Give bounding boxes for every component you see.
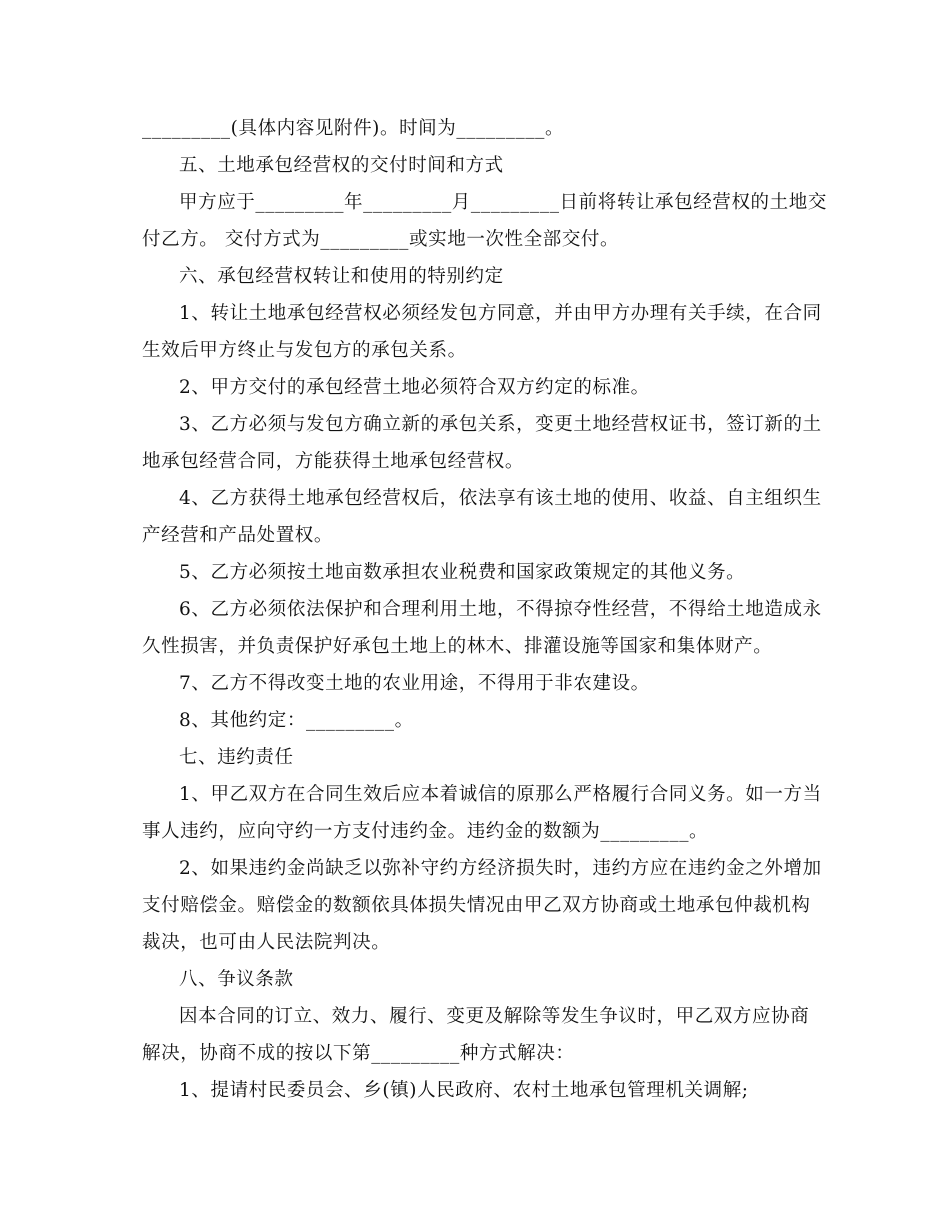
section-heading-8: 八、争议条款 <box>179 969 294 990</box>
clause-6-5: 5、乙方必须按土地亩数承担农业税费和国家政策规定的其他义务。 <box>179 562 746 583</box>
clause-6-6-line-1: 6、乙方必须依法保护和合理利用土地，不得掠夺性经营，不得给土地造成永 <box>179 599 822 620</box>
clause-7-1-line-2: 事人违约，应向守约一方支付违约金。违约金的数额为_________。 <box>142 821 709 842</box>
clause-6-3-line-1: 3、乙方必须与发包方确立新的承包关系，变更土地经营权证书，签订新的土 <box>179 414 822 435</box>
doc-line-attachment-time: _________(具体内容见附件)。时间为_________。 <box>142 118 565 139</box>
clause-6-2: 2、甲方交付的承包经营土地必须符合双方约定的标准。 <box>179 377 650 398</box>
doc-line-delivery-date: 甲方应于_________年_________月_________日前将转让承包经营权的土地交 <box>179 192 827 213</box>
clause-6-7: 7、乙方不得改变土地的农业用途，不得用于非农建设。 <box>179 673 650 694</box>
clause-6-8: 8、其他约定：_________。 <box>179 710 414 731</box>
clause-7-1-line-1: 1、甲乙双方在合同生效后应本着诚信的原那么严格履行合同义务。如一方当 <box>179 784 822 805</box>
dispute-option-1: 1、提请村民委员会、乡(镇)人民政府、农村土地承包管理机关调解; <box>179 1080 749 1101</box>
clause-6-4-line-2: 产经营和产品处置权。 <box>142 525 334 546</box>
clause-6-6-line-2: 久性损害，并负责保护好承包土地上的林木、排灌设施等国家和集体财产。 <box>142 636 773 657</box>
clause-6-3-line-2: 地承包经营合同，方能获得土地承包经营权。 <box>142 451 525 472</box>
clause-6-1-line-1: 1、转让土地承包经营权必须经发包方同意，并由甲方办理有关手续，在合同 <box>179 303 822 324</box>
clause-6-1-line-2: 生效后甲方终止与发包方的承包关系。 <box>142 340 467 361</box>
doc-line-delivery-method: 付乙方。 交付方式为_________或实地一次性全部交付。 <box>142 229 620 250</box>
section-heading-5: 五、土地承包经营权的交付时间和方式 <box>179 155 504 176</box>
clause-7-2-line-3: 裁决，也可由人民法院判决。 <box>142 932 391 953</box>
clause-6-4-line-1: 4、乙方获得土地承包经营权后，依法享有该土地的使用、收益、自主组织生 <box>179 488 822 509</box>
clause-7-2-line-2: 支付赔偿金。赔偿金的数额依具体损失情况由甲乙双方协商或土地承包仲裁机构 <box>142 895 811 916</box>
section-heading-6: 六、承包经营权转让和使用的特别约定 <box>179 266 504 287</box>
section-heading-7: 七、违约责任 <box>179 747 294 768</box>
clause-7-2-line-1: 2、如果违约金尚缺乏以弥补守约方经济损失时，违约方应在违约金之外增加 <box>179 858 822 879</box>
dispute-paragraph-line-1: 因本合同的订立、效力、履行、变更及解除等发生争议时，甲乙双方应协商 <box>179 1006 810 1027</box>
dispute-paragraph-line-2: 解决，协商不成的按以下第_________种方式解决： <box>142 1043 575 1064</box>
